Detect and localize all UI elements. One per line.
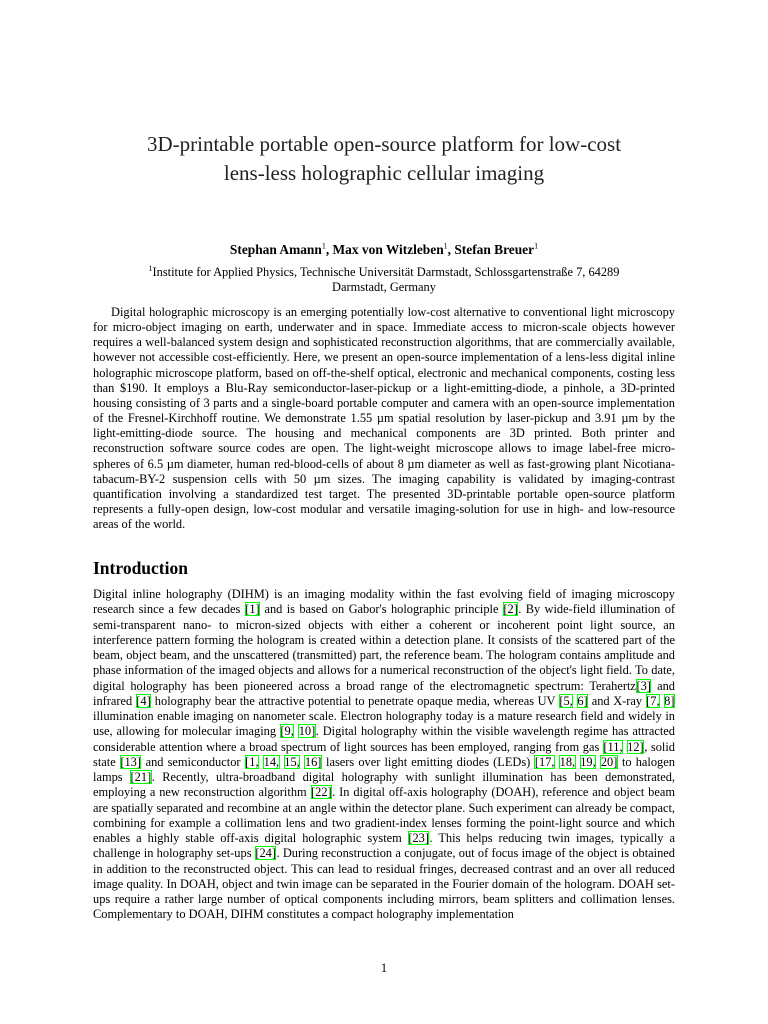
title-line-2: lens-less holographic cellular imaging xyxy=(223,161,545,185)
introduction-paragraph xyxy=(93,587,675,923)
intro-text: . This helps reducing twin images, typically a challenge in holography set-ups xyxy=(93,831,675,861)
citation-link[interactable]: 19, xyxy=(580,754,596,769)
intro-text: . Digital holography within the visible wavelength regime has attracted considerable attention where a broad spectrum of light sources has been employed, ranging from gas xyxy=(93,724,675,754)
citation-link[interactable]: 14, xyxy=(263,754,280,769)
citation-link[interactable]: 16] xyxy=(304,754,322,769)
affiliation-line-2: Darmstadt, Germany xyxy=(332,280,436,294)
citation-link[interactable]: [23] xyxy=(408,831,429,845)
affiliation xyxy=(60,265,708,295)
author-affiliation-mark: 1 xyxy=(534,241,539,251)
intro-text: holography bear the attractive potential to penetrate opaque media, whereas UV xyxy=(151,693,559,708)
intro-text: . Recently, ultra-broadband digital holography with sunlight illumination has been demonstrated, employing a new reconstruction algorithm xyxy=(93,770,676,800)
author-name: Max von Witzleben xyxy=(332,242,444,257)
citation-link[interactable]: 10] xyxy=(298,724,316,739)
citation-link[interactable]: [2] xyxy=(503,602,518,617)
citation-link[interactable]: [9, xyxy=(280,724,294,739)
intro-text: illumination enable imaging on nanometer scale. Electron holography today is a mature research field and widely in use, allowing for molecular imaging xyxy=(93,709,675,739)
citation-link[interactable]: [5, xyxy=(559,693,573,708)
section-heading-introduction: Introduction xyxy=(93,558,188,578)
intro-text: and semiconductor xyxy=(141,754,245,769)
citation-link[interactable]: 18, xyxy=(559,754,576,769)
citation-link[interactable]: 12] xyxy=(627,739,644,754)
intro-text: . By wide-field illumination of semi-transparent nano- to micron-sized objects with either a coherent or incoherent point light source, an interference pattern forming the hologram is created within a detection plane. It consists of the scattered part of the beam, object beam, and the unscattered (transmitted) part, the reference beam. The hologram contains amplitude and phase information of the imaged objects and allows for a numerical reconstruction of the object's light field. To date, digital holography has been pioneered across a broad range of the electromagnetic spectrum: Terahertz xyxy=(93,602,676,693)
author-list: Stephan Amann$^1$, Max von Witzleben$^1$, Stefan Breuer$^1$ xyxy=(229,241,539,257)
citation-link[interactable]: [1, xyxy=(245,754,259,769)
page-number: 1 xyxy=(380,961,388,975)
citation-link[interactable]: [13] xyxy=(120,754,141,769)
title-line-1: 3D-printable portable open-source platform for low-cost xyxy=(146,132,622,156)
citation-link[interactable]: 20] xyxy=(600,754,618,769)
intro-text: , solid state xyxy=(93,739,675,769)
citation-link[interactable]: [3] xyxy=(636,678,651,693)
citation-link[interactable]: [11, xyxy=(603,739,623,754)
intro-text: to halogen lamps xyxy=(93,754,675,784)
author-name: Stephan Amann xyxy=(229,242,322,257)
intro-text: Digital inline holography (DIHM) is an imaging modality within the fast evolving field of imaging microscopy research since a few decades xyxy=(93,587,675,617)
affiliation-mark: 1 xyxy=(148,263,153,273)
intro-text: and X-ray xyxy=(588,693,646,708)
citation-link[interactable]: 15, xyxy=(284,754,300,769)
citation-link[interactable]: 6] xyxy=(577,693,588,708)
citation-link[interactable]: [24] xyxy=(255,846,276,861)
author-name: Stefan Breuer xyxy=(454,242,535,257)
citation-link[interactable]: [17, xyxy=(534,754,555,769)
citation-link[interactable]: [7, xyxy=(646,693,660,708)
intro-text: and is based on Gabor's holographic principle xyxy=(260,602,503,617)
citation-link[interactable]: [1] xyxy=(245,602,260,617)
citation-link[interactable]: [22] xyxy=(311,785,332,800)
citation-link[interactable]: [21] xyxy=(130,770,152,784)
citation-link[interactable]: [4] xyxy=(136,693,151,708)
affiliation-line-1: Institute for Applied Physics, Technische Universität Darmstadt, Schlossgartenstraße 7, 64289 xyxy=(152,265,620,279)
citation-link[interactable]: 8] xyxy=(664,693,675,708)
intro-text: . During reconstruction a conjugate, out of focus image of the object is obtained in addition to the reconstructed object. This can lead to residual fringes, decreased contrast and an over all reduced image quality. In DOAH, object and twin image can be separated in the Fourier domain of the hologram. DOAH set-ups require a rather large number of optical components including mirrors, beam splitters and collimation lenses. Complementary to DOAH, DIHM constitutes a compact holography implementation xyxy=(93,846,675,922)
intro-text: and infrared xyxy=(93,678,675,708)
abstract: Digital holographic microscopy is an emerging potentially low-cost alternative to conventional light microscopy for micro-object imaging on earth, underwater and in space. Immediate access to micron-scale objects however requires a well-balanced system design and sophisticated reconstruction algorithms, that are commercially available, however not accessible cost-efficiently. Here, we present an open-source implementation of a lens-less digital inline holographic microscope platform, based on off-the-shelf optical, electronic and mechanical components, costing less than $190. It employs a Blu-Ray semiconductor-laser-pickup or a light-emitting-diode, a pinhole, a 3D-printed housing consisting of 3 parts and a single-board portable computer and camera with an open-source implementation of the Fresnel-Kirchhoff routine. We demonstrate 1.55 µm spatial resolution by laser-pickup and 3.91 µm by the light-emitting-diode source. The housing and mechanical components are 3D printed. Both printer and reconstruction software source codes are open. The light-weight microscope allows to image label-free micro-spheres of 6.5 µm diameter, human red-blood-cells of about 8 µm diameter as well as fast-growing plant Nicotiana-tabacum-BY-2 suspension cells with 50 µm sizes. The imaging capability is validated by imaging-contrast quantification involving a standardized test target. The presented 3D-printable portable open-source platform represents a fully-open design, low-cost modular and versatile imaging-solution for use in high- and low-resource areas of the world. xyxy=(93,305,675,532)
paper-title xyxy=(60,130,708,188)
author-affiliation-mark: 1 xyxy=(321,241,326,251)
author-affiliation-mark: 1 xyxy=(443,241,448,251)
intro-text: lasers over light emitting diodes (LEDs) xyxy=(321,754,535,769)
intro-text: . In digital off-axis holography (DOAH), reference and object beam are spatially separated and recombine at an angle within the detector plane. Such experiment can already be compact, combining for example a collimation lens and two gradient-index lenses forming the point-light source and which enables a highly stable off-axis digital holographic system xyxy=(93,785,676,845)
